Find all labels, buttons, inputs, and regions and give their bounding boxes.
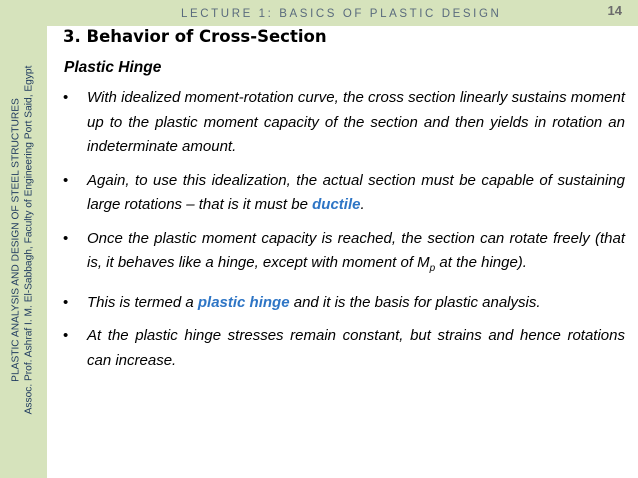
sidebar bbox=[0, 0, 47, 478]
sidebar-caption bbox=[11, 66, 36, 415]
bullet-text bbox=[87, 227, 625, 282]
bullet-item bbox=[62, 86, 625, 160]
lecture-title: LECTURE 1: BASICS OF PLASTIC DESIGN bbox=[181, 8, 502, 20]
bullet-item bbox=[62, 324, 625, 373]
subscript-p: p bbox=[429, 263, 436, 274]
bullet-dot: • bbox=[63, 89, 69, 106]
author-affiliation: Assoc. Prof. Ashraf I. M. El-Sabbagh, Faculty of Engineering Port Said, Egypt bbox=[23, 65, 34, 415]
bullet-item bbox=[62, 227, 625, 282]
highlight-ductile: ductile bbox=[312, 196, 361, 213]
bullet-item bbox=[62, 169, 625, 218]
bullet-dot: • bbox=[63, 327, 69, 344]
section-title: 3. Behavior of Cross-Section bbox=[63, 27, 327, 46]
bullet-text-part: Again, to use this idealization, the actual section must be capable of sustaining large rotations – that is it must be bbox=[87, 171, 625, 213]
bullet-dot: • bbox=[63, 293, 69, 311]
bullet-text: With idealized moment-rotation curve, the cross section linearly sustains moment up to the plastic moment capacity of the section and then yields in rotation an indeterminate amount. bbox=[87, 89, 625, 155]
bullet-text: At the plastic hinge stresses remain constant, but strains and hence rotations can increase. bbox=[87, 327, 625, 369]
bullet-dot: • bbox=[63, 171, 69, 189]
bullet-text-part: This is termed a bbox=[87, 293, 198, 311]
bullet-text-part: at the hinge). bbox=[435, 254, 527, 271]
course-title: PLASTIC ANALYSIS AND DESIGN OF STEEL STRUCTURES bbox=[10, 98, 22, 382]
bullet-text-part: and it is the basis for plastic analysis. bbox=[289, 293, 541, 311]
bullet-text bbox=[87, 291, 625, 316]
subtitle: Plastic Hinge bbox=[64, 59, 162, 76]
bullet-list bbox=[62, 86, 625, 382]
bullet-text-part: . bbox=[360, 196, 365, 213]
header-bar bbox=[47, 0, 638, 26]
bullet-text-part: Once the plastic moment capacity is reached, the section can rotate freely (that is, it behaves like a hinge, except with moment of M bbox=[87, 229, 625, 271]
highlight-plastic-hinge: plastic hinge bbox=[197, 293, 290, 311]
bullet-dot: • bbox=[63, 229, 69, 247]
bullet-item bbox=[62, 291, 625, 316]
page-number: 14 bbox=[607, 3, 622, 18]
bullet-text bbox=[87, 169, 625, 218]
